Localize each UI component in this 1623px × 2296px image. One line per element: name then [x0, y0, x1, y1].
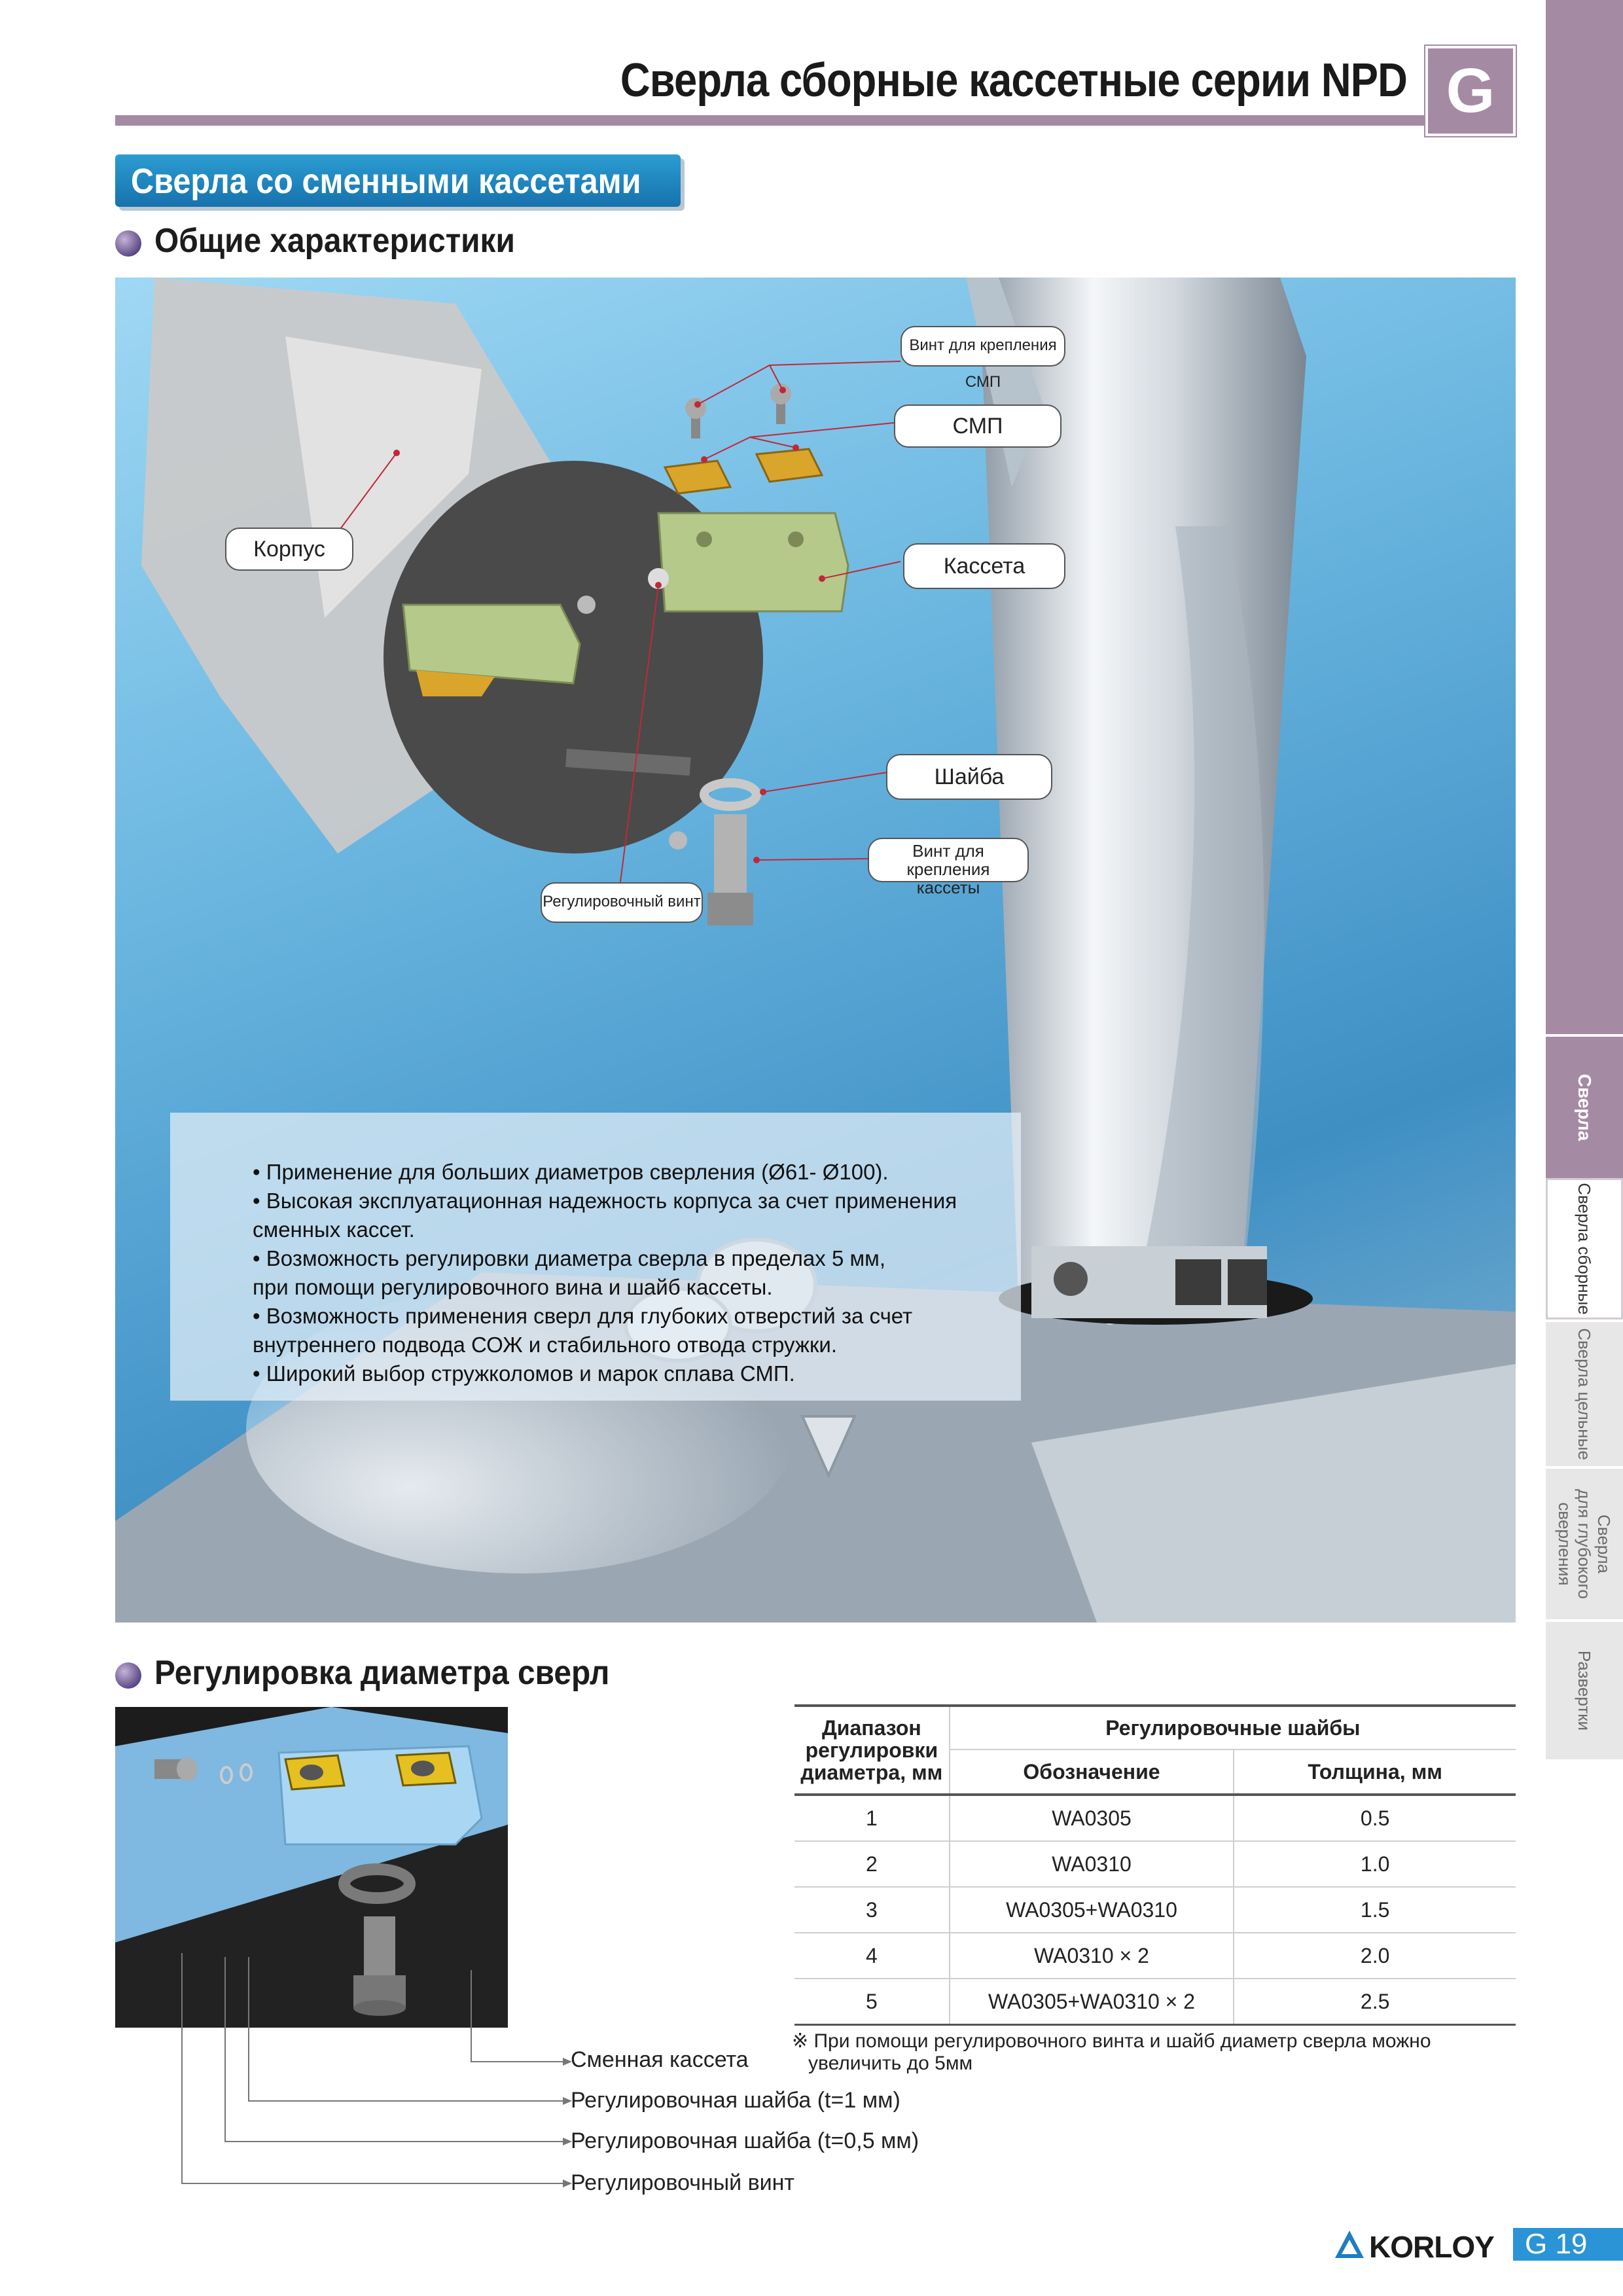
cell-thickness: 2.5	[1234, 1979, 1516, 2025]
sidebar-tab-label: Сверла для глубокого сверления	[1555, 1489, 1614, 1599]
cell-range: 4	[794, 1933, 950, 1979]
feature-line: • Возможность применения сверл для глубоких отверстий за счет	[253, 1304, 913, 1328]
callout-insert-screw: Винт для крепления СМП	[901, 326, 1065, 367]
table-row	[794, 1795, 1516, 1841]
legend-shim-1mm: Регулировочная шайба (t=1 мм)	[571, 2088, 901, 2113]
sidebar-tab-label: Сверла сборные	[1575, 1183, 1594, 1315]
sidebar-tab-label: Сверла	[1575, 1073, 1595, 1141]
table-header-designation: Обозначение	[950, 1749, 1234, 1795]
feature-line: • Высокая эксплуатационная надежность корпуса за счет применения	[253, 1189, 957, 1213]
table-header-shims: Регулировочные шайбы	[950, 1706, 1516, 1749]
cell-thickness: 2.0	[1234, 1933, 1516, 1979]
cell-thickness: 0.5	[1234, 1795, 1516, 1841]
sidebar-tab-label: Сверла цельные	[1575, 1328, 1594, 1460]
callout-insert: СМП	[894, 404, 1061, 448]
feature-line: при помощи регулировочного вина и шайб кассеты.	[253, 1275, 773, 1299]
table-note-line2: увеличить до 5мм	[792, 2053, 973, 2074]
feature-line: внутреннего подвода СОЖ и стабильного отвода стружки.	[253, 1333, 837, 1357]
cell-designation: WA0305	[950, 1795, 1234, 1841]
page-title: Сверла сборные кассетные серии NPD	[620, 54, 1407, 107]
callout-cassette-screw-line1: Винт для крепления	[906, 841, 990, 879]
feature-line: сменных кассет.	[253, 1217, 415, 1242]
section-letter-badge: G	[1425, 46, 1516, 136]
adjustment-heading: Регулировка диаметра сверл	[154, 1654, 610, 1692]
table-row	[794, 1979, 1516, 2025]
callout-body: Корпус	[225, 528, 353, 571]
legend-shim-05mm: Регулировочная шайба (t=0,5 мм)	[571, 2128, 919, 2153]
table-note-line1: ※ При помощи регулировочного винта и шайб диаметр сверла можно	[792, 2030, 1431, 2052]
table-row	[794, 1933, 1516, 1979]
table-header-range	[794, 1706, 950, 1795]
cell-thickness: 1.0	[1234, 1841, 1516, 1887]
table-row	[794, 1887, 1516, 1933]
general-heading: Общие характеристики	[154, 222, 515, 260]
table-header-range-line: Диапазон	[821, 1716, 921, 1740]
sidebar-tab-label: Развертки	[1575, 1650, 1594, 1731]
table-note	[792, 2030, 1525, 2075]
section-pill-label: Сверла со сменными кассетами	[131, 162, 641, 201]
table-header-thickness: Толщина, мм	[1234, 1749, 1516, 1795]
cell-designation: WA0310 × 2	[950, 1933, 1234, 1979]
feature-line: • Возможность регулировки диаметра сверла в пределах 5 мм,	[253, 1246, 886, 1270]
cell-designation: WA0310	[950, 1841, 1234, 1887]
table-header-range-line: диаметра, мм	[800, 1761, 943, 1784]
cell-designation: WA0305+WA0310 × 2	[950, 1979, 1234, 2025]
callout-cassette-screw-line2: кассеты	[916, 878, 980, 897]
cell-range: 3	[794, 1887, 950, 1933]
table-header-range-line: регулировки	[805, 1738, 938, 1762]
korloy-logo-icon	[1332, 2228, 1366, 2262]
korloy-brand-text: KORLOY	[1369, 2230, 1494, 2264]
legend-cassette: Сменная кассета	[571, 2047, 749, 2072]
cell-range: 5	[794, 1979, 950, 2025]
shim-table	[794, 1704, 1516, 2026]
feature-line: • Применение для больших диаметров сверления (Ø61- Ø100).	[253, 1160, 889, 1184]
page-number: G 19	[1513, 2228, 1623, 2261]
table-row	[794, 1841, 1516, 1887]
callout-cassette: Кассета	[903, 543, 1065, 589]
cell-designation: WA0305+WA0310	[950, 1887, 1234, 1933]
cell-range: 2	[794, 1841, 950, 1887]
callout-washer: Шайба	[886, 754, 1052, 800]
korloy-logo	[1332, 2228, 1494, 2265]
cell-range: 1	[794, 1795, 950, 1841]
cell-thickness: 1.5	[1234, 1887, 1516, 1933]
legend-adjust-screw: Регулировочный винт	[571, 2170, 795, 2195]
callout-adjust-screw: Регулировочный винт	[541, 882, 703, 923]
feature-line: • Широкий выбор стружколомов и марок сплава СМП.	[253, 1361, 795, 1386]
